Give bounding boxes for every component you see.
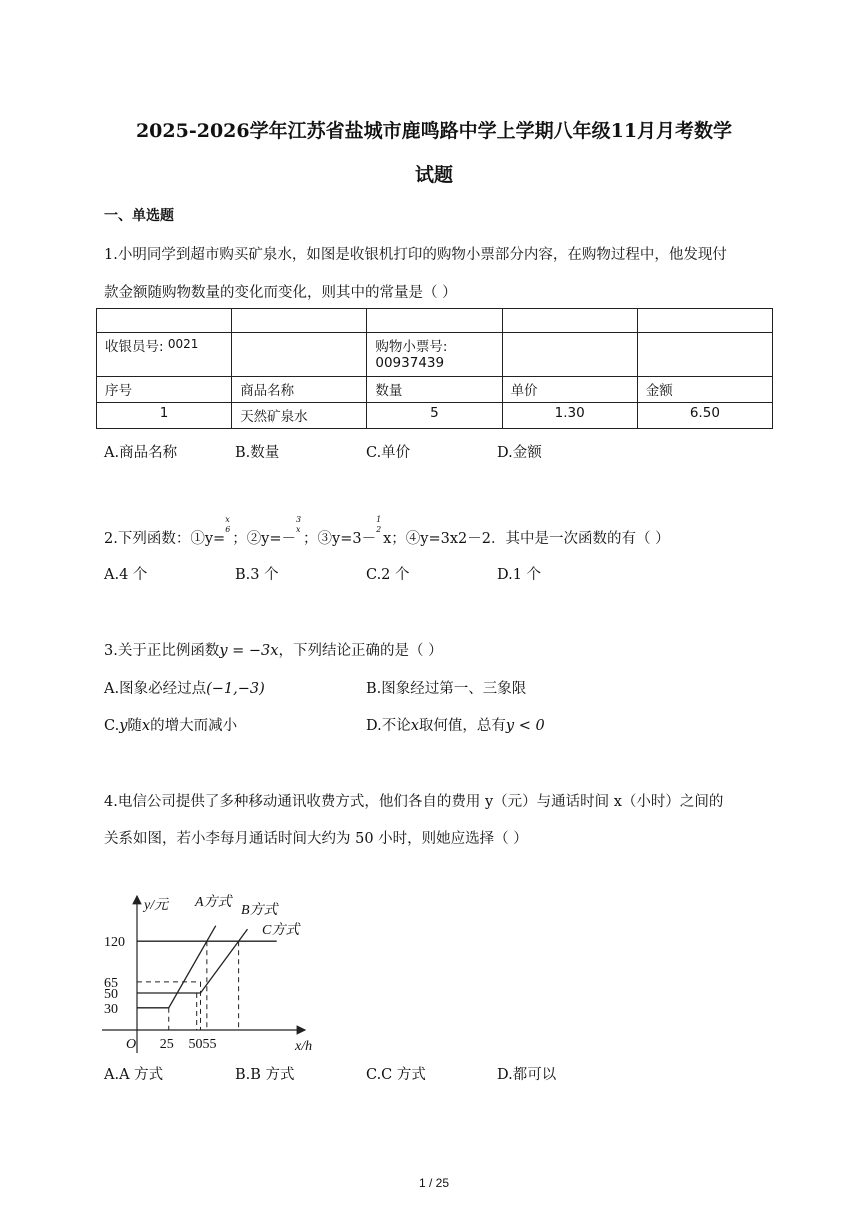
cashier-number: 0021	[167, 337, 199, 351]
section-heading: 一、单选题	[104, 208, 174, 224]
origin-label: O	[126, 1037, 137, 1052]
billing-chart	[100, 888, 330, 1058]
q2-option-c: C.2 个	[366, 567, 410, 583]
table-cell: 天然矿泉水	[232, 403, 367, 429]
y-tick-label: 65	[104, 975, 118, 991]
series-label: C方式	[262, 923, 300, 938]
y-axis-label: y/元	[144, 898, 169, 913]
receipt-number: 00937439	[375, 355, 445, 371]
q2-function-2: ②y=－	[246, 531, 297, 547]
table-cell: 5	[367, 403, 502, 429]
header-cell: 金额	[637, 377, 772, 403]
q2-suffix: ．其中是一次函数的有（ ）	[491, 531, 670, 547]
q2-stem: 2.下列函数：①y= x 6 ；②y=－ 3 x ；③y=3－ 1 2 x；④y=3x2－2．其中是一次函数的有（ ）	[104, 515, 670, 547]
table-row	[97, 403, 773, 429]
table-row	[97, 333, 773, 377]
table-cell: 6.50	[637, 403, 772, 429]
q3-stem: 3.关于正比例函数y = −3x，下列结论正确的是（ ）	[104, 643, 443, 659]
q2-option-b: B.3 个	[235, 567, 279, 583]
q2-function-1: ①y=	[190, 531, 226, 547]
q4-stem-line1: 4.电信公司提供了多种移动通讯收费方式，他们各自的费用 y（元）与通话时间 x（小时）之间的	[104, 794, 724, 810]
table-cell: 1.30	[502, 403, 637, 429]
cashier-cell	[97, 333, 232, 377]
q3-option-b: B.图象经过第一、三象限	[366, 681, 527, 697]
header-cell: 商品名称	[232, 377, 367, 403]
header-cell: 数量	[367, 377, 502, 403]
header-cell: 单价	[502, 377, 637, 403]
page-number: 1 / 25	[418, 1176, 450, 1190]
q3-option-d: D.不论x取何值，总有y < 0	[366, 718, 545, 734]
receipt-table	[96, 308, 773, 429]
q2-fraction-2: 3 x	[296, 515, 302, 534]
q4-option-a: A.A 方式	[104, 1067, 164, 1083]
x-axis-label: x/h	[295, 1039, 313, 1054]
header-cell: 序号	[97, 377, 232, 403]
q1-option-c: C.单价	[366, 445, 411, 461]
x-tick-label: 5055	[188, 1037, 217, 1052]
q2-function-3: ③y=3－	[317, 531, 377, 547]
q4-option-c: C.C 方式	[366, 1067, 426, 1083]
y-tick-label: 50	[104, 987, 118, 1002]
series-line	[137, 929, 247, 993]
page-title-line1: 2025-2026学年江苏省盐城市鹿鸣路中学上学期八年级11月月考数学	[135, 120, 733, 142]
q1-option-d: D.金额	[497, 445, 542, 461]
receipt-label: 购物小票号:	[375, 339, 448, 355]
table-row	[97, 309, 773, 333]
series-label: B方式	[241, 903, 278, 918]
q2-fraction-1: x 6	[225, 515, 231, 534]
q2-option-a: A.4 个	[104, 567, 148, 583]
x-tick-label: 25	[159, 1037, 174, 1052]
q4-option-b: B.B 方式	[235, 1067, 295, 1083]
q2-function-4: ④y=3x2－2	[405, 531, 491, 547]
q2-prefix: 2.下列函数：	[104, 531, 191, 547]
receipt-cell	[367, 333, 502, 377]
q3-option-c: C.y随x的增大而减小	[104, 718, 238, 734]
q3-option-a: A.图象必经过点(−1,−3)	[104, 681, 265, 697]
page-title-line2: 试题	[414, 164, 453, 186]
q1-option-b: B.数量	[235, 445, 280, 461]
q2-option-d: D.1 个	[497, 567, 542, 583]
cashier-label: 收银员号:	[105, 339, 164, 355]
q1-stem-line1: 1.小明同学到超市购买矿泉水，如图是收银机打印的购物小票部分内容，在购物过程中，他发现付	[104, 247, 727, 263]
q4-stem-line2: 关系如图，若小李每月通话时间大约为 50 小时，则她应选择（ ）	[104, 831, 528, 847]
series-line	[137, 926, 216, 1008]
q2-fraction-3: 1 2	[376, 515, 382, 534]
y-tick-label: 120	[104, 935, 125, 951]
q1-stem-line2: 款金额随购物数量的变化而变化，则其中的常量是（ ）	[104, 285, 457, 301]
series-label: A方式	[195, 895, 232, 910]
q3-function: y = −3x	[219, 643, 279, 659]
table-header-row	[97, 377, 773, 403]
q4-option-d: D.都可以	[497, 1067, 557, 1083]
table-cell: 1	[97, 403, 232, 429]
q1-option-a: A.商品名称	[104, 445, 178, 461]
y-tick-label: 30	[104, 1001, 118, 1017]
